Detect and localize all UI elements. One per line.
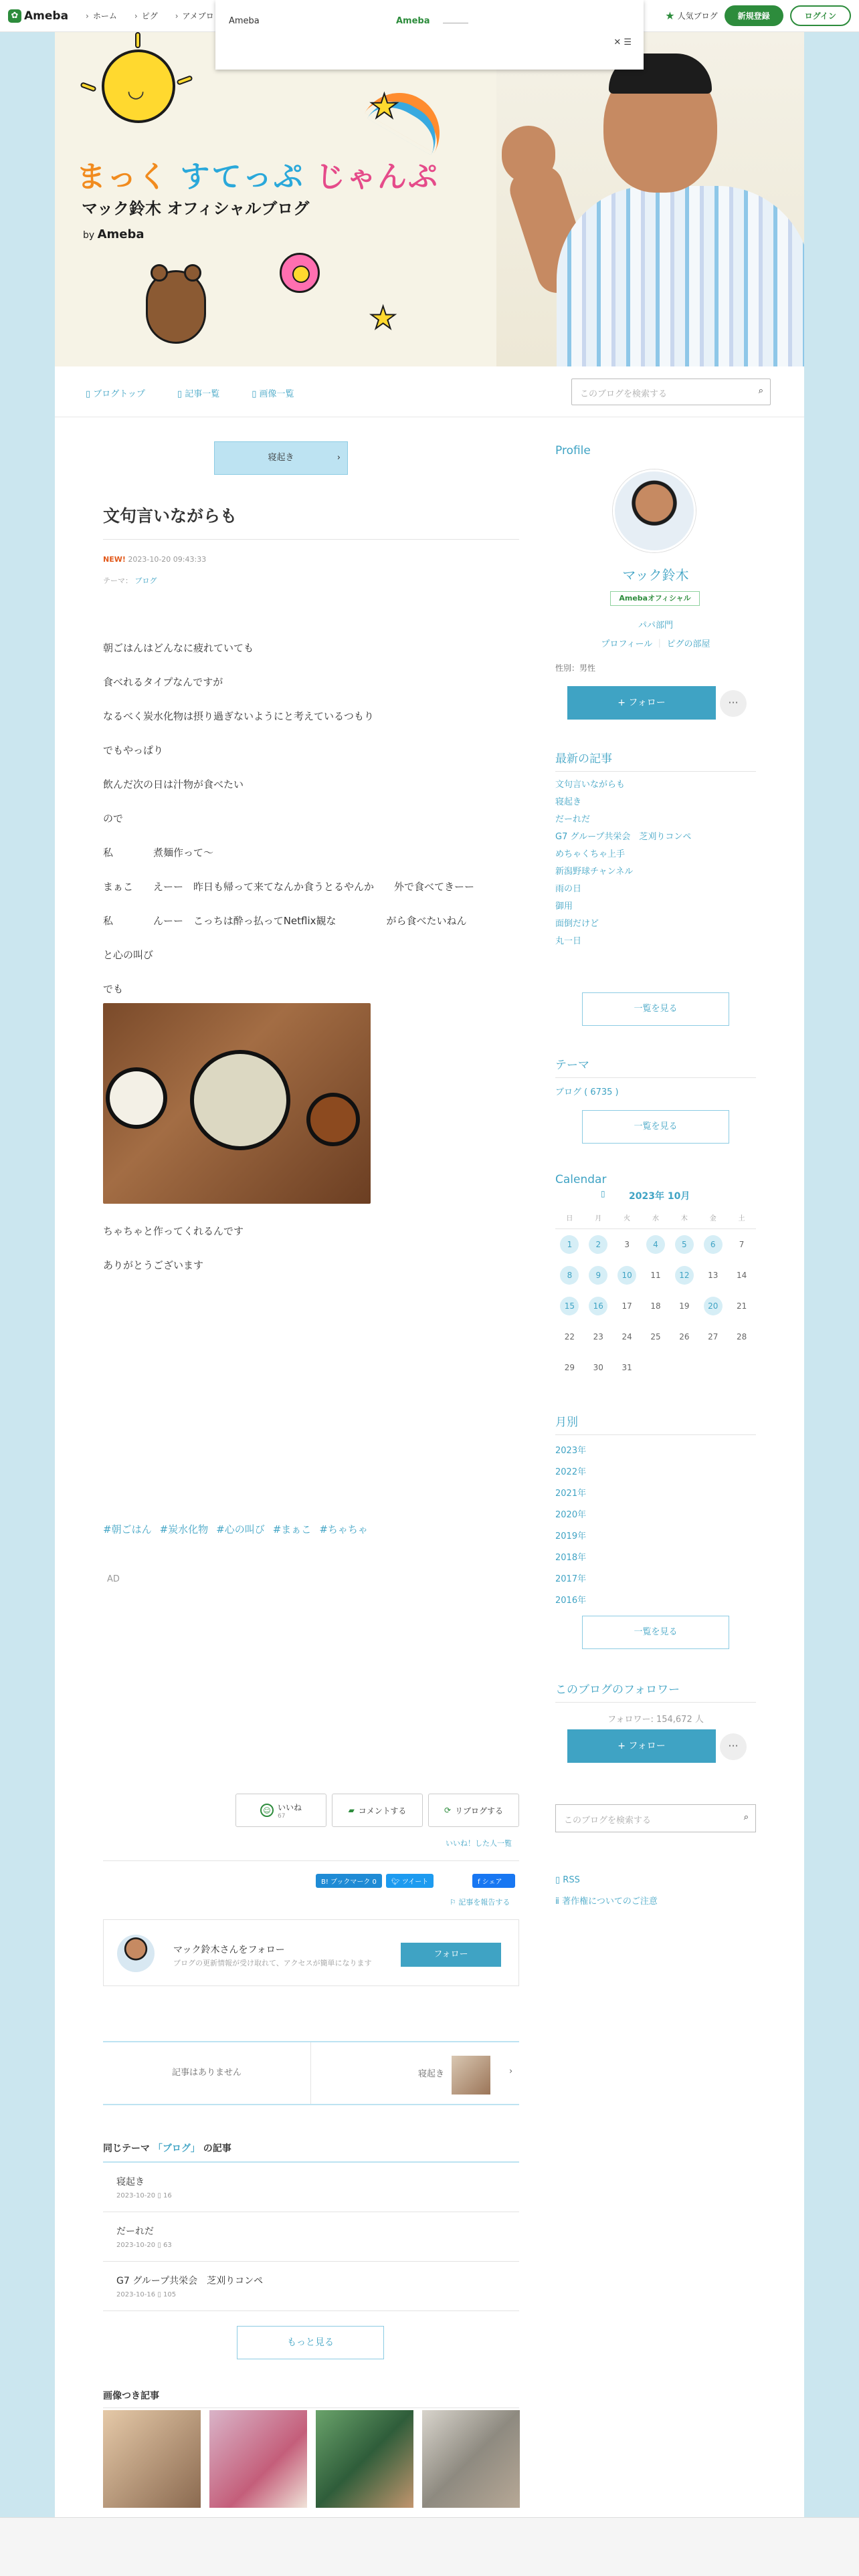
theme-list-button[interactable]: 一覧を見る — [582, 1110, 729, 1144]
recent-entries-heading: 最新の記事 — [555, 749, 756, 772]
comment-icon: ▰ — [348, 1806, 355, 1815]
by-label: by — [83, 230, 95, 241]
share-buttons — [316, 1874, 502, 1888]
avatar — [117, 1935, 155, 1972]
tweet-label: ツイート — [401, 1879, 429, 1886]
recent-entry[interactable]: 寝起き — [555, 797, 582, 807]
weekday: 木 — [680, 1215, 688, 1222]
calendar-day[interactable] — [584, 1235, 613, 1254]
same-item-title: G7 グループ共栄会 芝刈りコンペ — [116, 2276, 264, 2286]
calendar-day — [727, 1297, 756, 1315]
hashtag[interactable]: #朝ごはん — [103, 1523, 152, 1535]
popup-title: Ameba — [229, 16, 260, 26]
list-item[interactable] — [103, 2163, 519, 2212]
star-illustration: ★ — [369, 300, 397, 336]
sidebar-follow-button[interactable]: + フォロー — [567, 686, 716, 720]
calendar-day-number[interactable]: 2 — [589, 1235, 607, 1254]
calendar-day-number: 3 — [624, 1240, 630, 1249]
calendar-day-number: 28 — [736, 1332, 747, 1341]
body-paragraph: と心の叫び — [103, 949, 154, 961]
calendar-day[interactable] — [555, 1297, 584, 1315]
body-paragraph: なるべく炭水化物は摂り過ぎないようにと考えているつもり — [103, 710, 374, 722]
nav-entry-list[interactable]: ▯ 記事一覧 — [177, 387, 219, 399]
calendar-day-number — [646, 1358, 665, 1376]
calendar-day-number — [704, 1358, 723, 1376]
weekday: 土 — [738, 1215, 745, 1222]
rice-bowl — [106, 1067, 167, 1129]
comment-button[interactable] — [332, 1794, 423, 1827]
login-button[interactable]: ログイン — [790, 5, 851, 26]
follow-box-description: ブログの更新情報が受け取れて、アクセスが簡単になります — [173, 1959, 372, 1967]
blog-nav-links — [86, 387, 294, 399]
calendar-day — [584, 1327, 613, 1346]
calendar-day[interactable] — [642, 1235, 670, 1254]
rss-icon: ▯ — [555, 1875, 563, 1885]
calendar-day — [727, 1235, 756, 1254]
calendar-day-number[interactable]: 1 — [560, 1235, 579, 1254]
calendar-week — [555, 1352, 756, 1383]
calendar-day[interactable] — [584, 1266, 613, 1285]
entry-actions — [235, 1794, 519, 1827]
ameba-logo[interactable] — [8, 9, 68, 23]
calendar-day[interactable] — [670, 1266, 698, 1285]
body-paragraph: ので — [103, 813, 124, 825]
calendar-day — [698, 1266, 727, 1285]
followers-unit: 人 — [694, 1715, 704, 1725]
calendar-day — [670, 1327, 698, 1346]
body-paragraph: 朝ごはんはどんなに疲れていても — [103, 642, 254, 654]
chevron-right-icon: › — [337, 453, 341, 463]
body-paragraph: でもやっぱり — [103, 744, 164, 756]
calendar-day-number: 25 — [650, 1332, 661, 1341]
weekday: 火 — [624, 1215, 631, 1222]
same-item-count: 16 — [163, 2192, 172, 2199]
monthly-list-button[interactable]: 一覧を見る — [582, 1616, 729, 1649]
body-paragraph: 私 煮麺作って〜 — [103, 847, 214, 859]
like-text — [278, 1802, 302, 1820]
facebook-share-button[interactable] — [472, 1874, 515, 1888]
same-theme-prefix: 同じテーマ — [103, 2143, 150, 2154]
hashtag[interactable]: #炭水化物 — [159, 1523, 209, 1535]
weekday: 月 — [595, 1215, 602, 1222]
month-item[interactable]: 2017年 — [555, 1574, 587, 1584]
entry-title: 文句言いながらも — [103, 503, 519, 540]
flower-illustration — [280, 253, 320, 293]
body-paragraph: でも — [103, 983, 124, 995]
calendar-day — [670, 1358, 698, 1378]
calendar-prev-button[interactable]: ▯ — [601, 1189, 605, 1198]
flag-icon: ⚐ — [450, 1898, 456, 1907]
more-options-button[interactable]: ··· — [720, 690, 747, 717]
follow-button[interactable]: フォロー — [401, 1943, 501, 1967]
image-articles-heading: 画像つき記事 — [103, 2389, 519, 2408]
calendar-week — [555, 1321, 756, 1352]
calendar-day-number: 19 — [679, 1301, 690, 1311]
list-item[interactable] — [103, 2262, 519, 2311]
calendar-day-number: 17 — [622, 1301, 632, 1311]
calendar-day — [613, 1297, 642, 1315]
comment-icon: ▯ — [157, 2291, 161, 2298]
theme-link[interactable]: ブログ — [134, 576, 157, 585]
bookmark-count: 0 — [372, 1879, 377, 1886]
footer-strip — [0, 2517, 859, 2576]
same-item-meta — [116, 2192, 519, 2199]
body-paragraph: ありがとうございます — [103, 1259, 204, 1271]
author-photo — [496, 32, 804, 366]
month-item[interactable]: 2020年 — [555, 1510, 587, 1520]
rss-label: RSS — [563, 1875, 580, 1885]
copyright-label: 著作権についてのご注意 — [562, 1897, 658, 1907]
like-list-link[interactable]: いいね！した人一覧 — [446, 1839, 512, 1848]
weekday: 日 — [566, 1215, 573, 1222]
popup-ameba-link[interactable]: Ameba — [396, 16, 430, 26]
like-count: 67 — [277, 1812, 286, 1820]
photo-fist — [502, 126, 555, 183]
month-item[interactable]: 2021年 — [555, 1489, 587, 1499]
by-ameba — [83, 227, 145, 241]
sidebar-search-placeholder: このブログを検索する — [564, 1816, 652, 1826]
comment-label: コメントする — [358, 1806, 407, 1816]
global-nav — [86, 10, 214, 21]
nav-image-list[interactable]: ▯ 画像一覧 — [252, 387, 294, 399]
reblog-icon: ⟳ — [444, 1806, 452, 1815]
entry-datetime: 2023-10-20 09:43:33 — [128, 555, 207, 564]
recent-entry[interactable]: 御用 — [555, 901, 573, 911]
crown-icon: ★ — [665, 9, 675, 22]
twitter-bird-icon: 🐦︎ — [391, 1879, 400, 1886]
calendar-day-number: 14 — [736, 1271, 747, 1280]
calendar-day-number: 18 — [650, 1301, 661, 1311]
calendar-week — [555, 1229, 756, 1260]
calendar-day — [613, 1327, 642, 1346]
popular-blog-label: 人気ブログ — [677, 11, 718, 21]
sun-illustration — [102, 49, 175, 123]
image-article-thumb[interactable] — [316, 2410, 413, 2508]
sun-face: ◡ — [127, 79, 145, 102]
blog-title-logo — [76, 152, 439, 195]
calendar-week — [555, 1291, 756, 1321]
soup-bowl — [190, 1050, 290, 1150]
entry-body-after-image — [103, 1224, 519, 1292]
calendar-day — [642, 1358, 670, 1378]
report-link[interactable] — [450, 1897, 510, 1907]
ad-label: AD — [107, 1574, 120, 1584]
calendar-day — [642, 1297, 670, 1315]
calendar-day — [613, 1358, 642, 1377]
entry-body — [103, 641, 519, 995]
fb-share-label: シェア — [482, 1879, 502, 1886]
followers-count — [555, 1712, 756, 1725]
calendar-day-number[interactable]: 12 — [675, 1266, 694, 1285]
title-part-3: じゃんぷ — [315, 160, 439, 194]
tweet-button[interactable] — [386, 1874, 434, 1888]
calendar-day-number: 31 — [622, 1363, 632, 1372]
calendar-day-number[interactable]: 8 — [560, 1266, 579, 1285]
bear-ear — [184, 264, 201, 282]
nav-ameblo[interactable]: › アメブロ — [175, 10, 214, 21]
blog-search-input[interactable] — [571, 379, 771, 405]
image-articles-grid — [103, 2410, 520, 2508]
calendar-day-number[interactable]: 4 — [646, 1235, 665, 1254]
recent-list-button[interactable]: 一覧を見る — [582, 992, 729, 1026]
follow-box — [103, 1919, 519, 1986]
blog-header-banner[interactable] — [55, 32, 804, 366]
body-paragraph: まぁこ えーー 昨日も帰って来てなんか食うとるやんか 外で食べてきーー — [103, 881, 475, 893]
official-badge: Amebaオフィシャル — [610, 591, 700, 606]
info-icon: ⅱ — [555, 1897, 563, 1907]
theme-label: テーマ： — [103, 576, 132, 585]
calendar-day-number[interactable]: 16 — [589, 1297, 607, 1315]
calendar-week — [555, 1260, 756, 1291]
more-options-button[interactable]: ··· — [720, 1733, 747, 1760]
show-more-button[interactable]: もっと見る — [237, 2326, 384, 2359]
theme-list — [555, 1085, 619, 1102]
by-brand: Ameba — [97, 227, 145, 241]
calendar-grid — [555, 1206, 756, 1383]
month-item[interactable]: 2018年 — [555, 1553, 587, 1563]
calendar-day-number[interactable]: 9 — [589, 1266, 607, 1285]
hashtags — [103, 1522, 368, 1536]
profile-links — [555, 637, 756, 649]
hashtag[interactable]: #ちゃちゃ — [319, 1523, 368, 1535]
calendar-day-number[interactable]: 10 — [617, 1266, 636, 1285]
calendar-day-number — [675, 1358, 694, 1376]
same-item-date: 2023-10-16 — [116, 2291, 156, 2298]
calendar-month: 2023年 10月 — [629, 1191, 690, 1202]
nav-pigg[interactable]: › ピグ — [134, 10, 158, 21]
recent-entry[interactable]: G7 グループ共栄会 芝刈りコンペ — [555, 832, 692, 842]
avatar[interactable] — [613, 469, 696, 552]
recent-entry[interactable]: 丸一日 — [555, 936, 582, 946]
calendar-day-number: 30 — [593, 1363, 603, 1372]
body-paragraph: 私 んーー こっちは酔っ払ってNetflix観な がら食べたいねん — [103, 915, 467, 927]
calendar-day[interactable] — [670, 1235, 698, 1254]
new-badge: NEW! — [103, 555, 126, 564]
hatena-bookmark-button[interactable] — [316, 1874, 382, 1888]
calendar-day — [555, 1358, 584, 1377]
popup-close-button[interactable]: ✕ ☰ — [613, 37, 632, 47]
month-item[interactable]: 2023年 — [555, 1446, 587, 1456]
entry-pager — [103, 2041, 519, 2105]
same-item-count: 105 — [163, 2291, 177, 2298]
calendar-day — [555, 1327, 584, 1346]
report-label: 記事を報告する — [458, 1898, 510, 1907]
search-icon[interactable]: ⌕ — [758, 386, 763, 396]
calendar-day-number[interactable]: 6 — [704, 1235, 723, 1254]
header-actions — [665, 5, 851, 26]
calendar-day — [613, 1235, 642, 1254]
same-item-date: 2023-10-20 — [116, 2242, 156, 2249]
profile-category[interactable]: パパ部門 — [638, 621, 673, 631]
calendar-day[interactable] — [698, 1297, 727, 1315]
calendar-day[interactable] — [584, 1297, 613, 1315]
recent-entry[interactable]: めちゃくちゃ上手 — [555, 849, 626, 859]
same-theme-link[interactable]: 「ブログ」 — [153, 2143, 200, 2154]
popular-blog-link[interactable] — [665, 9, 717, 22]
calendar-day-number: 11 — [650, 1271, 661, 1280]
same-item-count: 63 — [163, 2242, 172, 2249]
hashtag[interactable]: #心の叫び — [216, 1523, 265, 1535]
pager-prev-empty: 記事はありません — [103, 2042, 311, 2104]
same-item-title: だーれだ — [116, 2226, 154, 2237]
recent-entry[interactable]: 文句言いながらも — [555, 780, 626, 790]
followers-heading: このブログのフォロワー — [555, 1680, 756, 1703]
pager-next-label: 寝起き — [418, 2069, 445, 2079]
calendar-day-number: 13 — [708, 1271, 719, 1280]
month-item[interactable]: 2022年 — [555, 1467, 587, 1477]
image-article-thumb[interactable] — [103, 2410, 201, 2508]
body-paragraph: 飲んだ次の日は汁物が食べたい — [103, 778, 244, 790]
sun-ray — [135, 32, 140, 48]
same-theme-heading — [103, 2141, 231, 2155]
weekday: 金 — [709, 1215, 717, 1222]
profile-name[interactable]: マック鈴木 — [622, 567, 689, 583]
calendar-heading: Calendar — [555, 1173, 607, 1186]
side-dish — [306, 1093, 360, 1146]
calendar-day-number — [733, 1358, 751, 1376]
calendar-day — [727, 1327, 756, 1346]
separator: ｜ — [655, 639, 667, 649]
recent-entry[interactable]: 新潟野球チャンネル — [555, 867, 634, 877]
like-label: いいね — [277, 1802, 302, 1812]
body-paragraph: 食べれるタイプなんですが — [103, 676, 223, 688]
calendar-day-number: 23 — [593, 1332, 603, 1341]
pig-room-link[interactable]: ピグの部屋 — [666, 639, 710, 649]
pager-next[interactable] — [311, 2042, 519, 2104]
followers-follow-button[interactable]: + フォロー — [567, 1729, 716, 1763]
same-theme-suffix: の記事 — [203, 2143, 231, 2154]
recent-entry[interactable]: 雨の日 — [555, 884, 582, 894]
same-item-meta — [116, 2291, 519, 2298]
photo-shirt — [557, 186, 804, 366]
monthly-heading: 月別 — [555, 1412, 756, 1435]
calendar-day[interactable] — [613, 1266, 642, 1285]
image-article-thumb[interactable] — [209, 2410, 307, 2508]
calendar-day — [698, 1327, 727, 1346]
theme-item[interactable]: ブログ ( 6735 ) — [555, 1087, 619, 1097]
profile-gender: 性別：男性 — [555, 663, 596, 673]
calendar-day — [642, 1266, 670, 1285]
ameba-popup — [215, 0, 644, 70]
calendar-day — [642, 1327, 670, 1346]
same-item-date: 2023-10-20 — [116, 2192, 156, 2199]
reblog-label: リブログする — [455, 1806, 504, 1816]
title-part-1: まっく — [76, 160, 169, 194]
same-item-meta — [116, 2242, 519, 2249]
month-item[interactable]: 2016年 — [555, 1596, 587, 1606]
recent-entry[interactable]: 面倒だけど — [555, 919, 599, 929]
blog-nav — [55, 366, 804, 417]
follow-box-title: マック鈴木さんをフォロー — [173, 1945, 285, 1955]
weekday: 水 — [652, 1215, 659, 1222]
same-item-title: 寝起き — [116, 2177, 145, 2187]
calendar-day-number[interactable]: 5 — [675, 1235, 694, 1254]
nav-home[interactable]: › ホーム — [86, 10, 117, 21]
recent-entry[interactable]: だーれだ — [555, 815, 591, 825]
calendar-weekdays — [555, 1206, 756, 1229]
calendar-day-number[interactable]: 20 — [704, 1297, 723, 1315]
calendar-day[interactable] — [698, 1235, 727, 1254]
calendar-day-number: 22 — [564, 1332, 575, 1341]
copyright-notice-link[interactable] — [555, 1894, 658, 1907]
bear-ear — [151, 264, 168, 282]
followers-number: 154,672 — [656, 1715, 692, 1725]
calendar-day[interactable] — [555, 1266, 584, 1285]
calendar-day-number[interactable]: 15 — [560, 1297, 579, 1315]
comment-icon: ▯ — [157, 2192, 161, 2199]
image-article-thumb[interactable] — [422, 2410, 520, 2508]
recent-entries-list — [555, 777, 691, 951]
ameba-logo-icon: ✿ — [8, 9, 21, 23]
calendar-day — [727, 1358, 756, 1378]
facebook-icon: f — [478, 1879, 480, 1886]
blog-search-placeholder: このブログを検索する — [580, 389, 668, 399]
calendar-day[interactable] — [555, 1235, 584, 1254]
reblog-button[interactable] — [428, 1794, 519, 1827]
pager-next-thumbnail — [452, 2056, 490, 2095]
sun-ray — [176, 75, 193, 86]
star-illustration: ★ — [369, 87, 399, 126]
chevron-right-icon: › — [509, 2066, 513, 2076]
prev-entry-button[interactable] — [214, 441, 348, 475]
calendar-day-number: 27 — [708, 1332, 719, 1341]
calendar-day-number: 29 — [564, 1363, 575, 1372]
body-paragraph: ちゃちゃと作ってくれるんです — [103, 1225, 244, 1237]
same-theme-list — [103, 2161, 519, 2311]
entry-meta — [103, 555, 206, 564]
followers-label: フォロワー: — [607, 1715, 654, 1725]
calendar-day-number: 21 — [736, 1301, 747, 1311]
month-item[interactable]: 2019年 — [555, 1531, 587, 1541]
monthly-list — [555, 1443, 586, 1614]
list-item[interactable] — [103, 2212, 519, 2262]
theme-heading: テーマ — [555, 1055, 756, 1078]
calendar-day — [698, 1358, 727, 1378]
signup-button[interactable]: 新規登録 — [725, 5, 783, 26]
calendar-day — [727, 1266, 756, 1285]
title-part-2: すてっぷ — [180, 160, 304, 194]
nav-blog-top[interactable]: ▯ ブログトップ — [86, 387, 145, 399]
profile-link[interactable]: プロフィール — [601, 639, 653, 649]
entry-image-food[interactable] — [103, 1003, 371, 1204]
like-button[interactable] — [235, 1794, 326, 1827]
sun-ray — [80, 82, 96, 92]
calendar-day — [584, 1358, 613, 1377]
prev-entry-label: 寝起き — [268, 453, 294, 463]
smile-icon: ☺ — [260, 1804, 274, 1817]
calendar-day-number: 24 — [622, 1332, 632, 1341]
ameba-logo-text: Ameba — [24, 9, 69, 23]
hashtag[interactable]: #まぁこ — [272, 1523, 312, 1535]
calendar-day — [670, 1297, 698, 1315]
blog-subtitle: マック鈴木 オフィシャルブログ — [82, 199, 310, 218]
calendar-day-number: 7 — [739, 1240, 745, 1249]
calendar-day-number: 26 — [679, 1332, 690, 1341]
bookmark-label: B! ブックマーク — [321, 1879, 371, 1886]
divider — [103, 1860, 519, 1861]
search-icon[interactable]: ⌕ — [743, 1812, 749, 1822]
entry-theme — [103, 575, 157, 586]
rss-link[interactable] — [555, 1875, 580, 1885]
comment-icon: ▯ — [157, 2242, 161, 2249]
bear-illustration — [146, 270, 206, 344]
sidebar-search-input[interactable] — [555, 1804, 756, 1832]
profile-heading: Profile — [555, 444, 591, 457]
